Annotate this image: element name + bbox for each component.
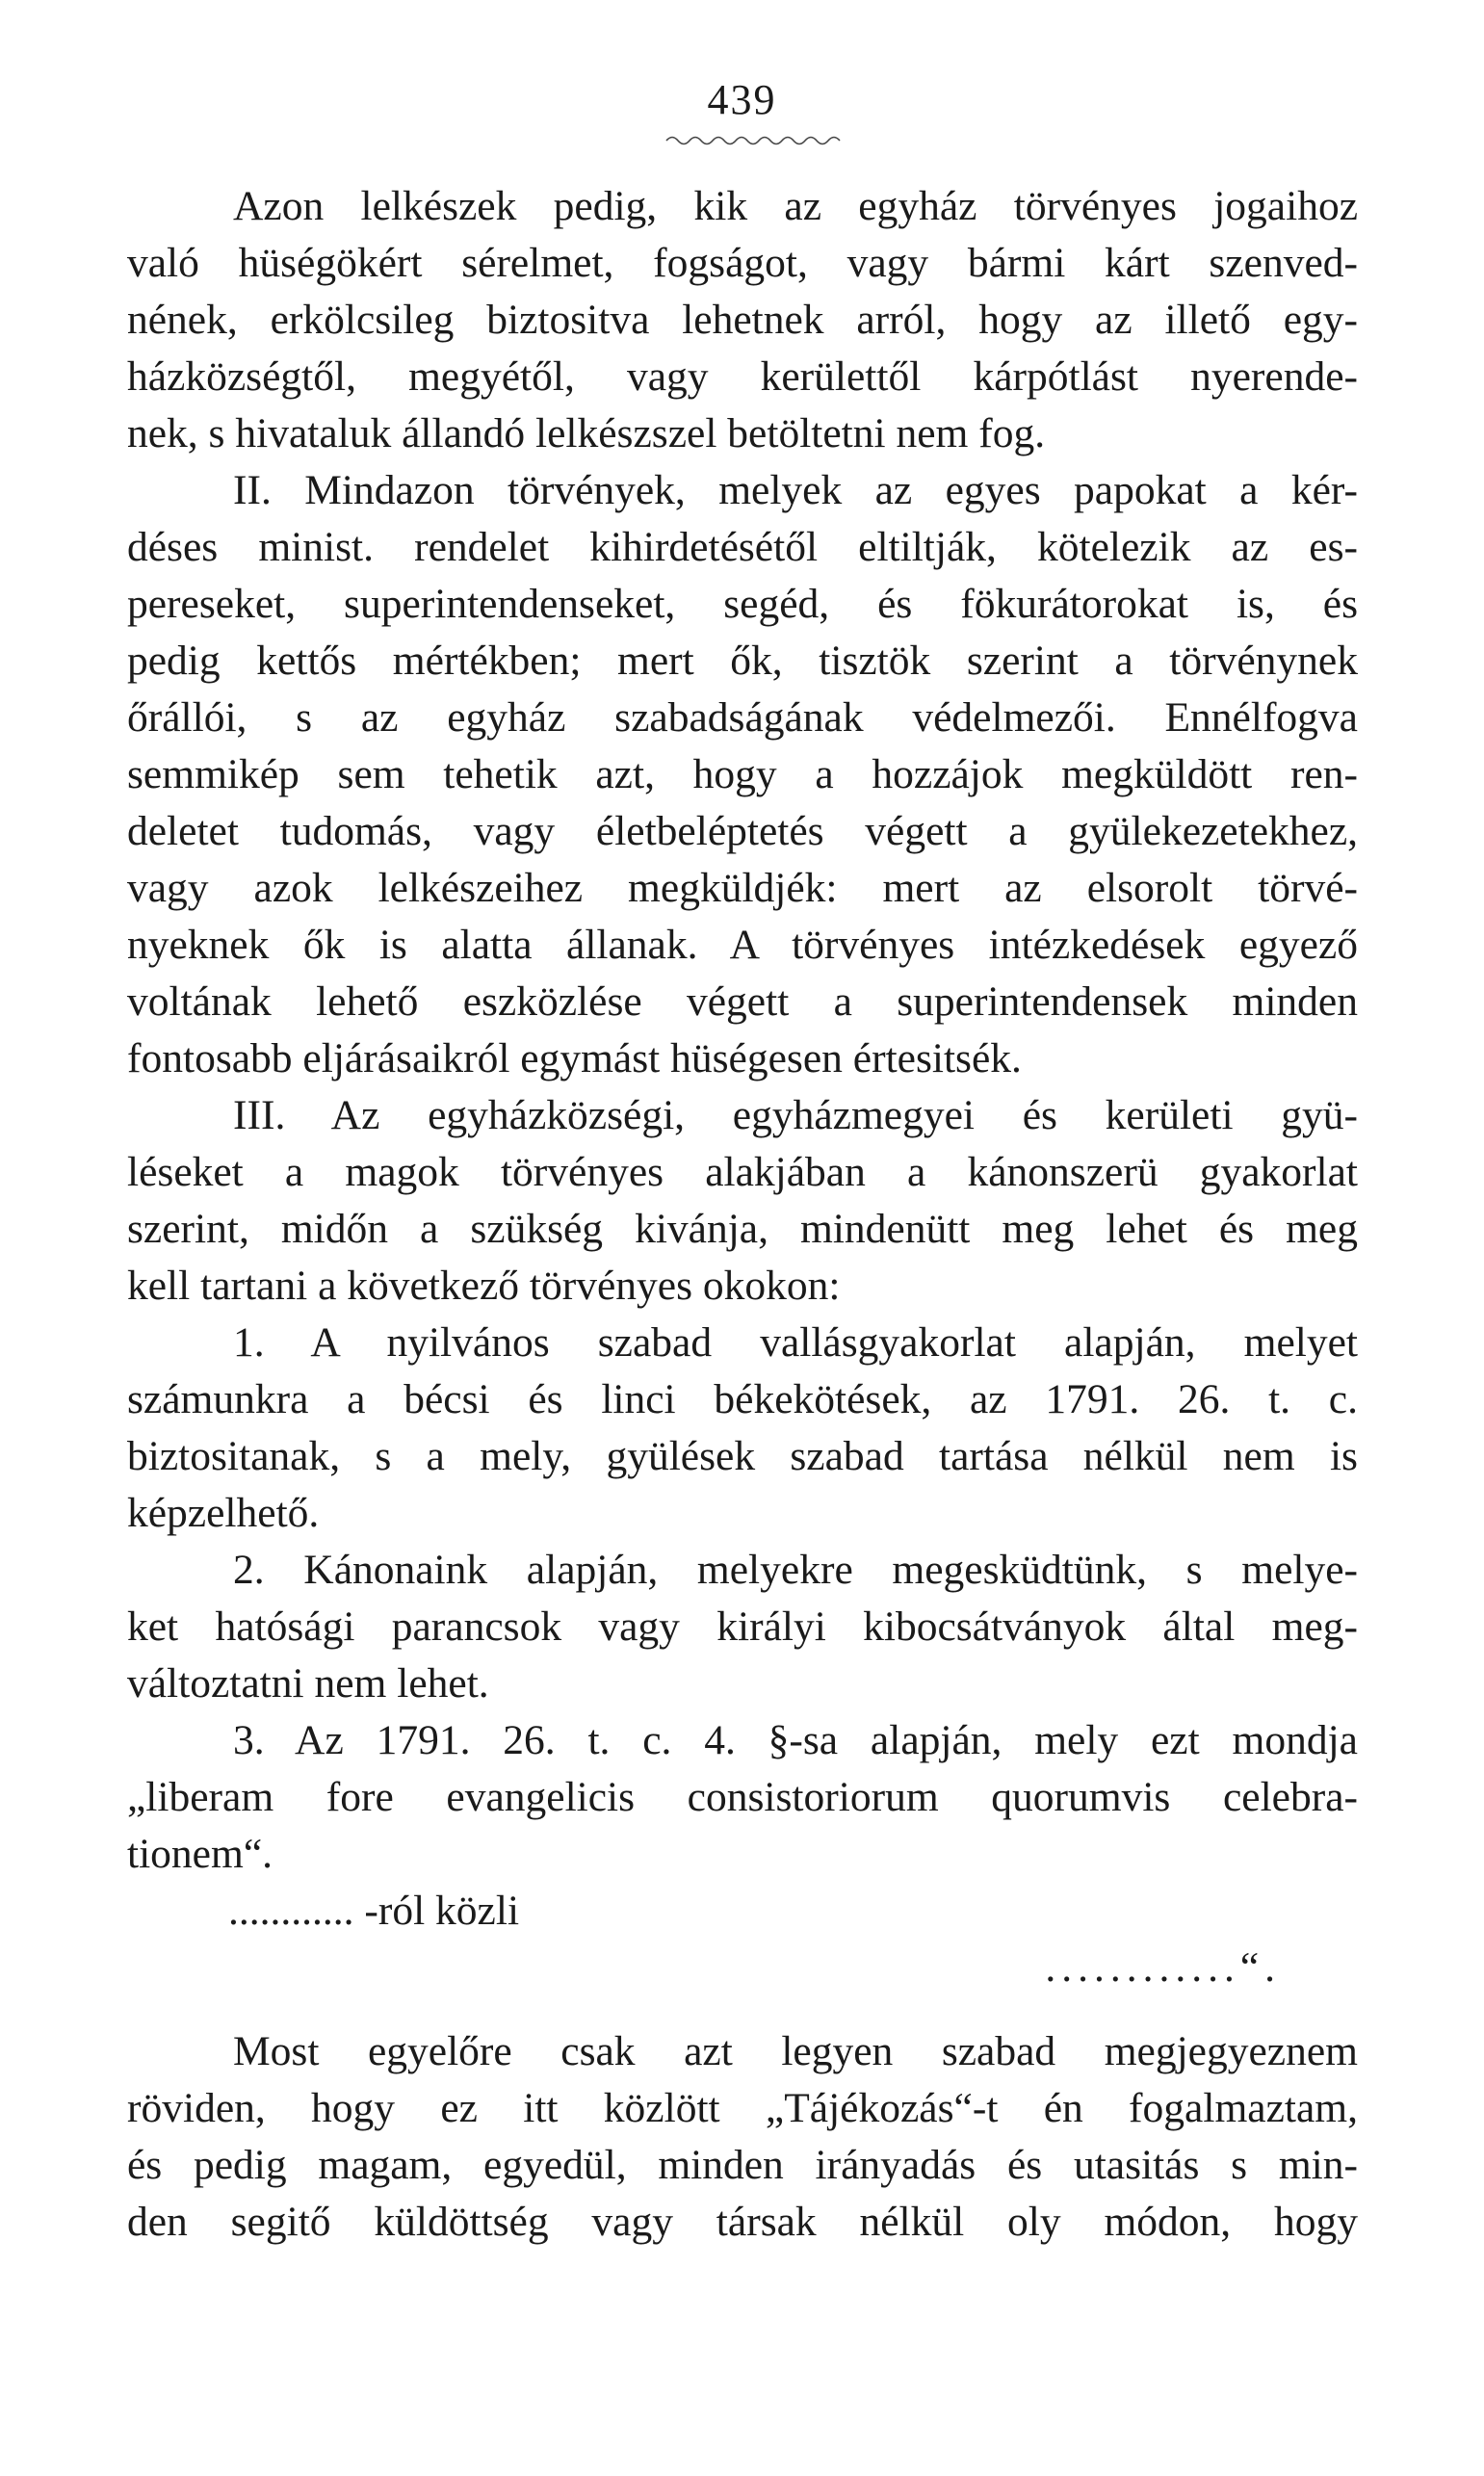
paragraph-4 [127,1315,1358,1542]
text-line: kell tartani a következő törvényes okokon: [127,1263,841,1309]
text-line: pedig kettős mértékben; mert ők, tisztök szerint a törvénynek [127,638,1358,684]
text-line: 1. A nyilvános szabad vallásgyakorlat alapján, melyet [233,1319,1358,1366]
text-line: való hüségökért sérelmet, fogságot, vagy bármi kárt szenved- [127,240,1358,286]
paragraph-2 [127,462,1358,1087]
text-line: deletet tudomás, vagy életbeléptetés végett a gyülekezetekhez, [127,808,1358,854]
text-line: fontosabb eljárásaikról egymást hüségesen értesitsék. [127,1035,1022,1082]
paragraph-1 [127,178,1358,462]
text-line: vagy azok lelkészeihez megküldjék: mert az elsorolt törvé- [127,865,1358,911]
paragraph-6 [127,1712,1358,1883]
paragraph-3 [127,1087,1358,1315]
text-line: II. Mindazon törvények, melyek az egyes papokat a kér- [233,467,1358,513]
text-line: Most egyelőre csak azt legyen szabad megjegyeznem [233,2028,1358,2074]
text-line: léseket a magok törvényes alakjában a kánonszerü gyakorlat [127,1149,1358,1195]
text-line: nének, erkölcsileg biztositva lehetnek arról, hogy az illető egy- [127,297,1358,343]
page-body [127,178,1358,2251]
paragraph-7 [127,2023,1358,2251]
text-line: tionem“. [127,1831,273,1877]
text-line: III. Az egyházközségi, egyházmegyei és kerületi gyü- [233,1092,1358,1138]
dotted-line-source: ............ -ról közli [228,1888,520,1934]
page-number-ornament [664,133,847,148]
text-line: nyeknek ők is alatta állanak. A törvényes intézkedések egyező [127,922,1358,968]
paragraph-5 [127,1542,1358,1712]
text-line: házközségtől, megyétől, vagy kerülettől kárpótlást nyerende- [127,353,1358,400]
text-line: és pedig magam, egyedül, minden irányadás és utasitás s min- [127,2142,1358,2188]
paragraph-gap [127,1996,1358,2023]
dotted-line-closing: ............“. [1045,1944,1281,1991]
text-line: 2. Kánonaink alapján, melyekre megesküdtünk, s melye- [233,1547,1358,1593]
text-line: őrállói, s az egyház szabadságának védelmezői. Ennélfogva [127,694,1358,741]
text-line: „liberam fore evangelicis consistoriorum quorumvis celebra- [127,1774,1358,1820]
text-line: den segitő küldöttség vagy társak nélkül oly módon, hogy [127,2199,1358,2245]
text-line: változtatni nem lehet. [127,1660,489,1707]
text-line: Azon lelkészek pedig, kik az egyház törvényes jogaihoz [233,183,1358,229]
text-line: röviden, hogy ez itt közlött „Tájékozás“-t én fogalmaztam, [127,2085,1358,2131]
text-line: pereseket, superintendenseket, segéd, és fökurátorokat is, és [127,581,1358,627]
text-line: szerint, midőn a szükség kivánja, mindenütt meg lehet és meg [127,1206,1358,1252]
text-line: nek, s hivataluk állandó lelkészszel betöltetni nem fog. [127,410,1046,456]
text-line: 3. Az 1791. 26. t. c. 4. §-sa alapján, mely ezt mondja [233,1717,1358,1763]
text-line: biztositanak, s a mely, gyülések szabad tartása nélkül nem is [127,1433,1358,1479]
page-number: 439 [707,76,777,123]
text-line: számunkra a bécsi és linci békekötések, az 1791. 26. t. c. [127,1376,1358,1422]
text-line: déses minist. rendelet kihirdetésétől eltiltják, kötelezik az es- [127,524,1358,570]
text-line: voltának lehető eszközlése végett a superintendensek minden [127,978,1358,1025]
text-line: ket hatósági parancsok vagy királyi kibocsátványok által meg- [127,1603,1358,1650]
text-line: képzelhető. [127,1490,320,1536]
text-line: semmikép sem tehetik azt, hogy a hozzájok megküldött ren- [127,751,1358,797]
